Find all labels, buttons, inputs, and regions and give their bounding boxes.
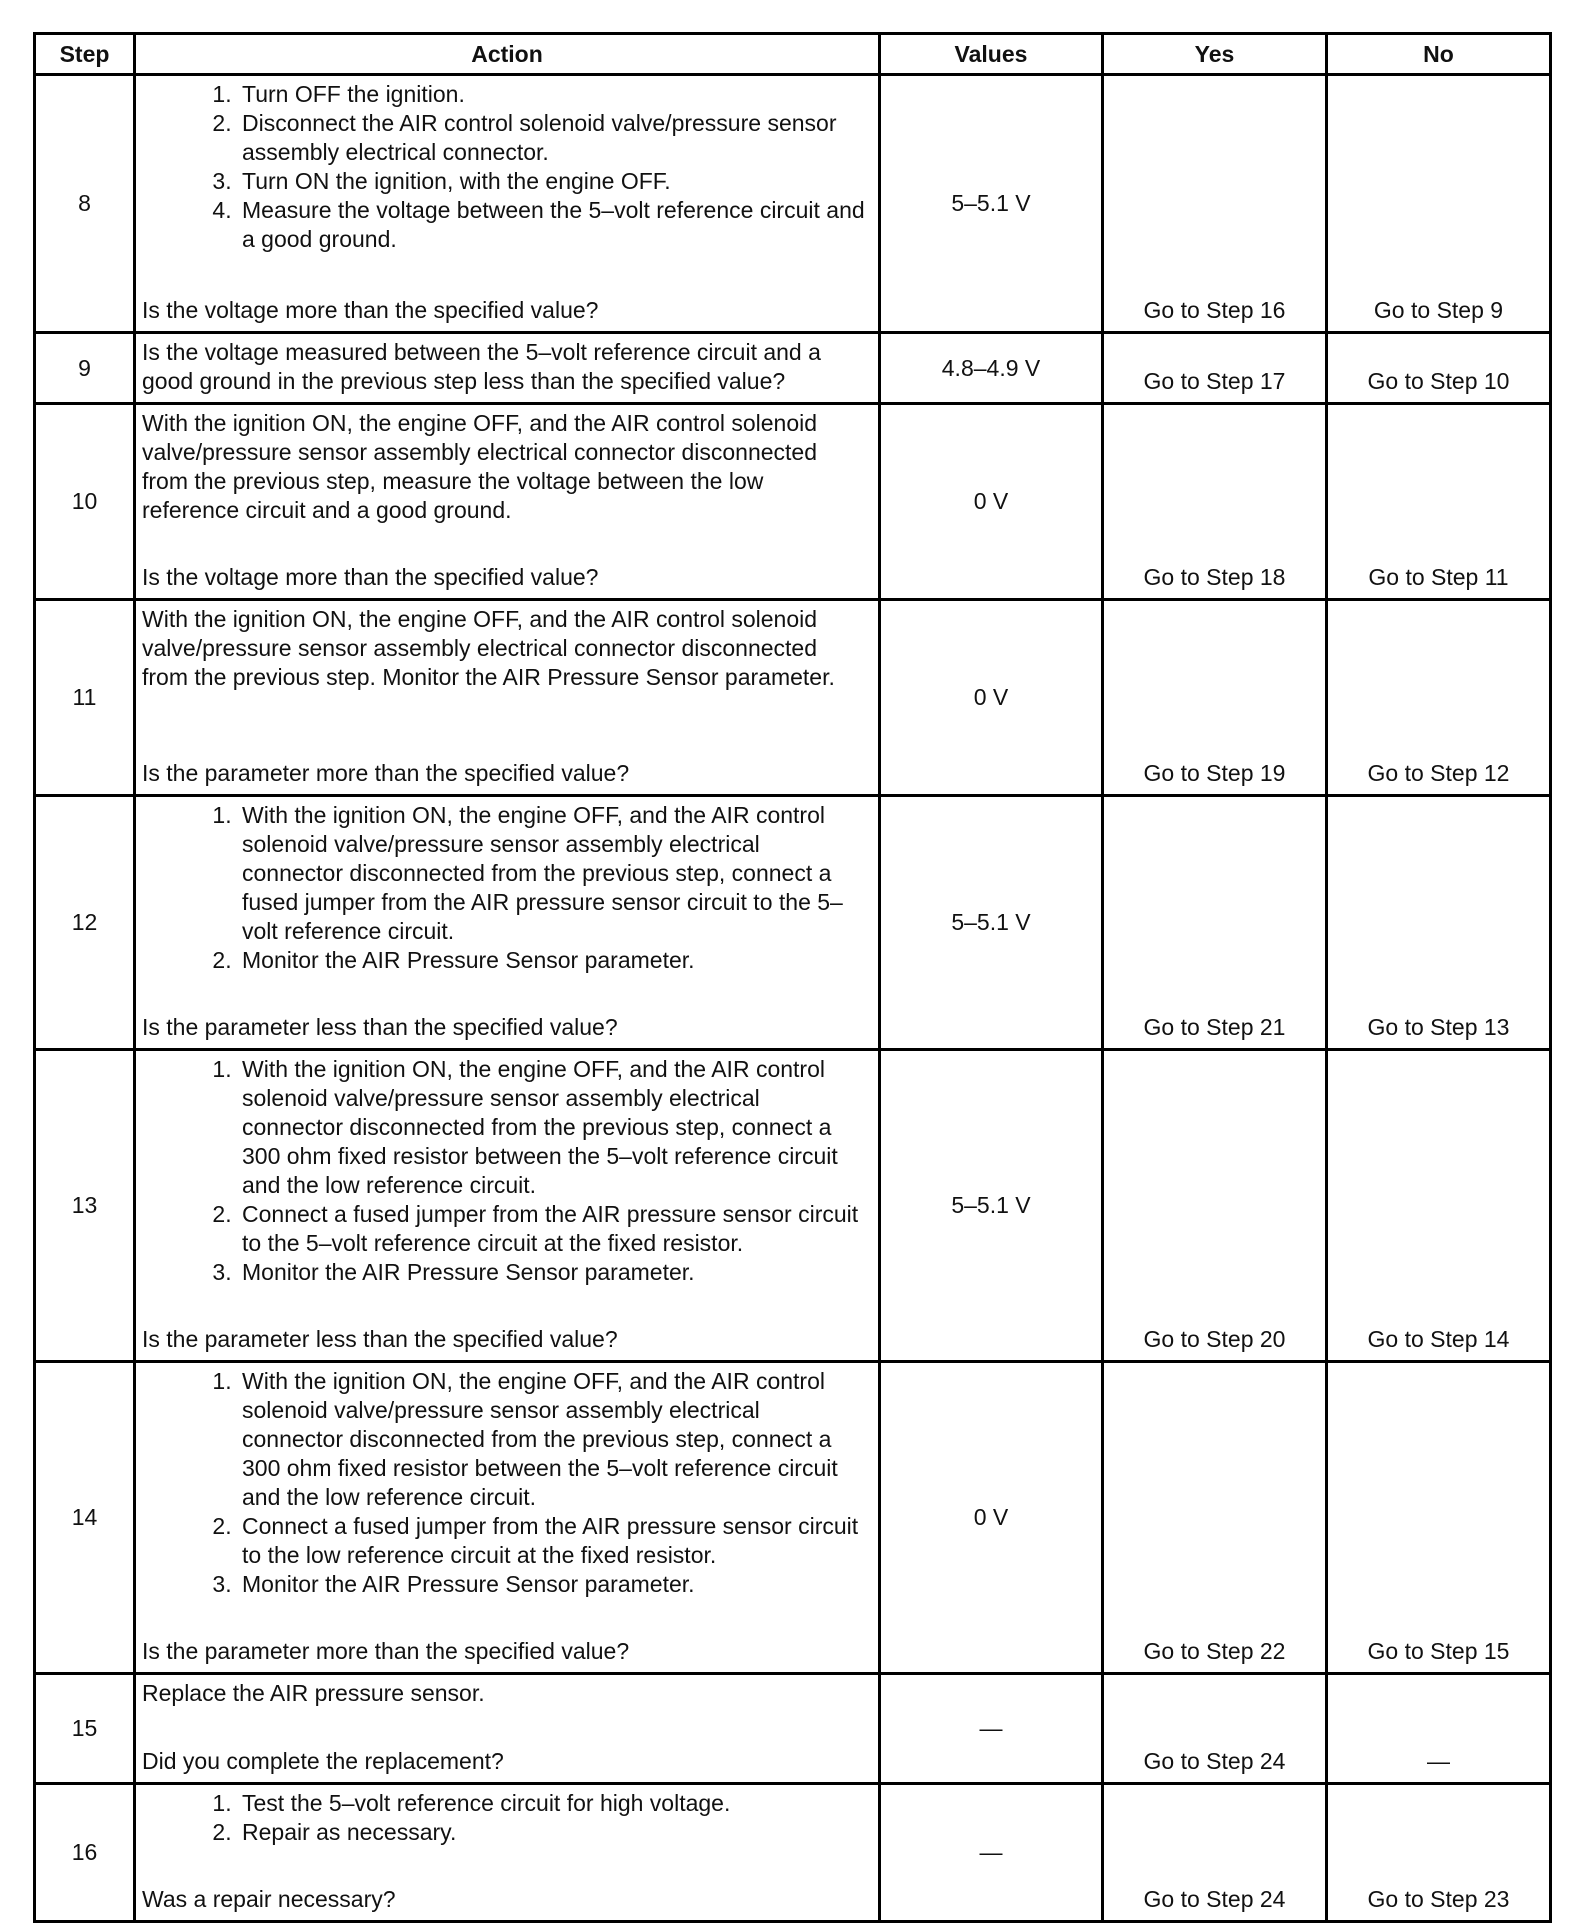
action-list [142,80,866,254]
yes-cell: Go to Step 22 [1103,1362,1327,1674]
yes-cell: Go to Step 17 [1103,333,1327,404]
step-number: 8 [35,75,135,333]
action-item: 2. Repair as necessary. [238,1818,866,1847]
action-list [142,1367,866,1599]
value-cell: 4.8–4.9 V [880,333,1103,404]
value-cell: 5–5.1 V [880,796,1103,1050]
yes-cell: Go to Step 20 [1103,1050,1327,1362]
action-item: 1. With the ignition ON, the engine OFF, and the AIR control solenoid valve/pressure sensor assembly electrical connector disconnected from the previous step, connect a 300 ohm fixed resistor between the 5–volt reference circuit and the low reference circuit. [238,1055,866,1200]
value-cell: — [880,1784,1103,1922]
header-no: No [1327,34,1551,75]
table-row [35,404,1551,600]
value-cell: — [880,1674,1103,1784]
action-question: Is the parameter more than the specified value? [142,1638,630,1664]
action-item: 1. With the ignition ON, the engine OFF, and the AIR control solenoid valve/pressure sensor assembly electrical connector disconnected from the previous step, connect a fused jumper from the AIR pressure sensor circuit to the 5–volt reference circuit. [238,801,866,946]
step-number: 15 [35,1674,135,1784]
step-number: 16 [35,1784,135,1922]
action-question: Is the parameter less than the specified value? [142,1014,618,1040]
header-row [35,34,1551,75]
value-cell: 5–5.1 V [880,75,1103,333]
no-cell: Go to Step 10 [1327,333,1551,404]
action-list [142,1789,866,1847]
yes-cell: Go to Step 19 [1103,600,1327,796]
step-number: 13 [35,1050,135,1362]
no-cell: Go to Step 11 [1327,404,1551,600]
action-question: Did you complete the replacement? [142,1748,504,1774]
action-text: With the ignition ON, the engine OFF, and the AIR control solenoid valve/pressure sensor assembly electrical connector disconnected from the previous step, measure the voltage between the low reference circuit and a good ground. [142,410,818,523]
header-yes: Yes [1103,34,1327,75]
value-cell: 0 V [880,600,1103,796]
header-step: Step [35,34,135,75]
step-number: 14 [35,1362,135,1674]
no-cell: Go to Step 13 [1327,796,1551,1050]
no-cell: Go to Step 23 [1327,1784,1551,1922]
table-row [35,1050,1551,1362]
yes-cell: Go to Step 18 [1103,404,1327,600]
action-question: Was a repair necessary? [142,1886,396,1912]
action-item: 2. Monitor the AIR Pressure Sensor parameter. [238,946,866,975]
action-cell [135,404,880,600]
header-values: Values [880,34,1103,75]
table-row [35,1362,1551,1674]
action-item: 3. Monitor the AIR Pressure Sensor parameter. [238,1570,866,1599]
action-text: With the ignition ON, the engine OFF, and the AIR control solenoid valve/pressure sensor assembly electrical connector disconnected from the previous step. Monitor the AIR Pressure Sensor parameter. [142,606,835,690]
yes-cell: Go to Step 24 [1103,1674,1327,1784]
action-cell [135,600,880,796]
table-row [35,796,1551,1050]
no-cell: Go to Step 14 [1327,1050,1551,1362]
diagnostic-table [33,32,1552,1923]
table-row [35,600,1551,796]
no-cell: — [1327,1674,1551,1784]
value-cell: 5–5.1 V [880,1050,1103,1362]
action-item: 2. Connect a fused jumper from the AIR pressure sensor circuit to the low reference circuit at the fixed resistor. [238,1512,866,1570]
yes-cell: Go to Step 16 [1103,75,1327,333]
action-item: 3. Turn ON the ignition, with the engine OFF. [238,167,866,196]
action-question: Is the voltage more than the specified value? [142,297,599,323]
step-number: 12 [35,796,135,1050]
step-number: 10 [35,404,135,600]
action-cell [135,796,880,1050]
table-row [35,333,1551,404]
action-question: Is the voltage more than the specified value? [142,564,599,590]
yes-cell: Go to Step 24 [1103,1784,1327,1922]
action-item: 1. Turn OFF the ignition. [238,80,866,109]
action-item: 1. Test the 5–volt reference circuit for high voltage. [238,1789,866,1818]
action-list [142,801,866,975]
no-cell: Go to Step 15 [1327,1362,1551,1674]
action-cell [135,1362,880,1674]
step-number: 11 [35,600,135,796]
table-row [35,75,1551,333]
action-cell [135,333,880,404]
no-cell: Go to Step 12 [1327,600,1551,796]
table-row [35,1784,1551,1922]
no-cell: Go to Step 9 [1327,75,1551,333]
action-cell [135,1674,880,1784]
header-action: Action [135,34,880,75]
step-number: 9 [35,333,135,404]
yes-cell: Go to Step 21 [1103,796,1327,1050]
action-text: Is the voltage measured between the 5–volt reference circuit and a good ground in the previous step less than the specified value? [142,339,821,394]
value-cell: 0 V [880,404,1103,600]
action-cell [135,1050,880,1362]
action-text: Replace the AIR pressure sensor. [142,1680,485,1706]
value-cell: 0 V [880,1362,1103,1674]
action-list [142,1055,866,1287]
action-item: 1. With the ignition ON, the engine OFF, and the AIR control solenoid valve/pressure sensor assembly electrical connector disconnected from the previous step, connect a 300 ohm fixed resistor between the 5–volt reference circuit and the low reference circuit. [238,1367,866,1512]
action-question: Is the parameter less than the specified value? [142,1326,618,1352]
action-cell [135,1784,880,1922]
action-item: 2. Connect a fused jumper from the AIR pressure sensor circuit to the 5–volt reference circuit at the fixed resistor. [238,1200,866,1258]
action-item: 4. Measure the voltage between the 5–volt reference circuit and a good ground. [238,196,866,254]
action-question: Is the parameter more than the specified value? [142,760,630,786]
action-item: 2. Disconnect the AIR control solenoid valve/pressure sensor assembly electrical connector. [238,109,866,167]
table-row [35,1674,1551,1784]
action-item: 3. Monitor the AIR Pressure Sensor parameter. [238,1258,866,1287]
action-cell [135,75,880,333]
